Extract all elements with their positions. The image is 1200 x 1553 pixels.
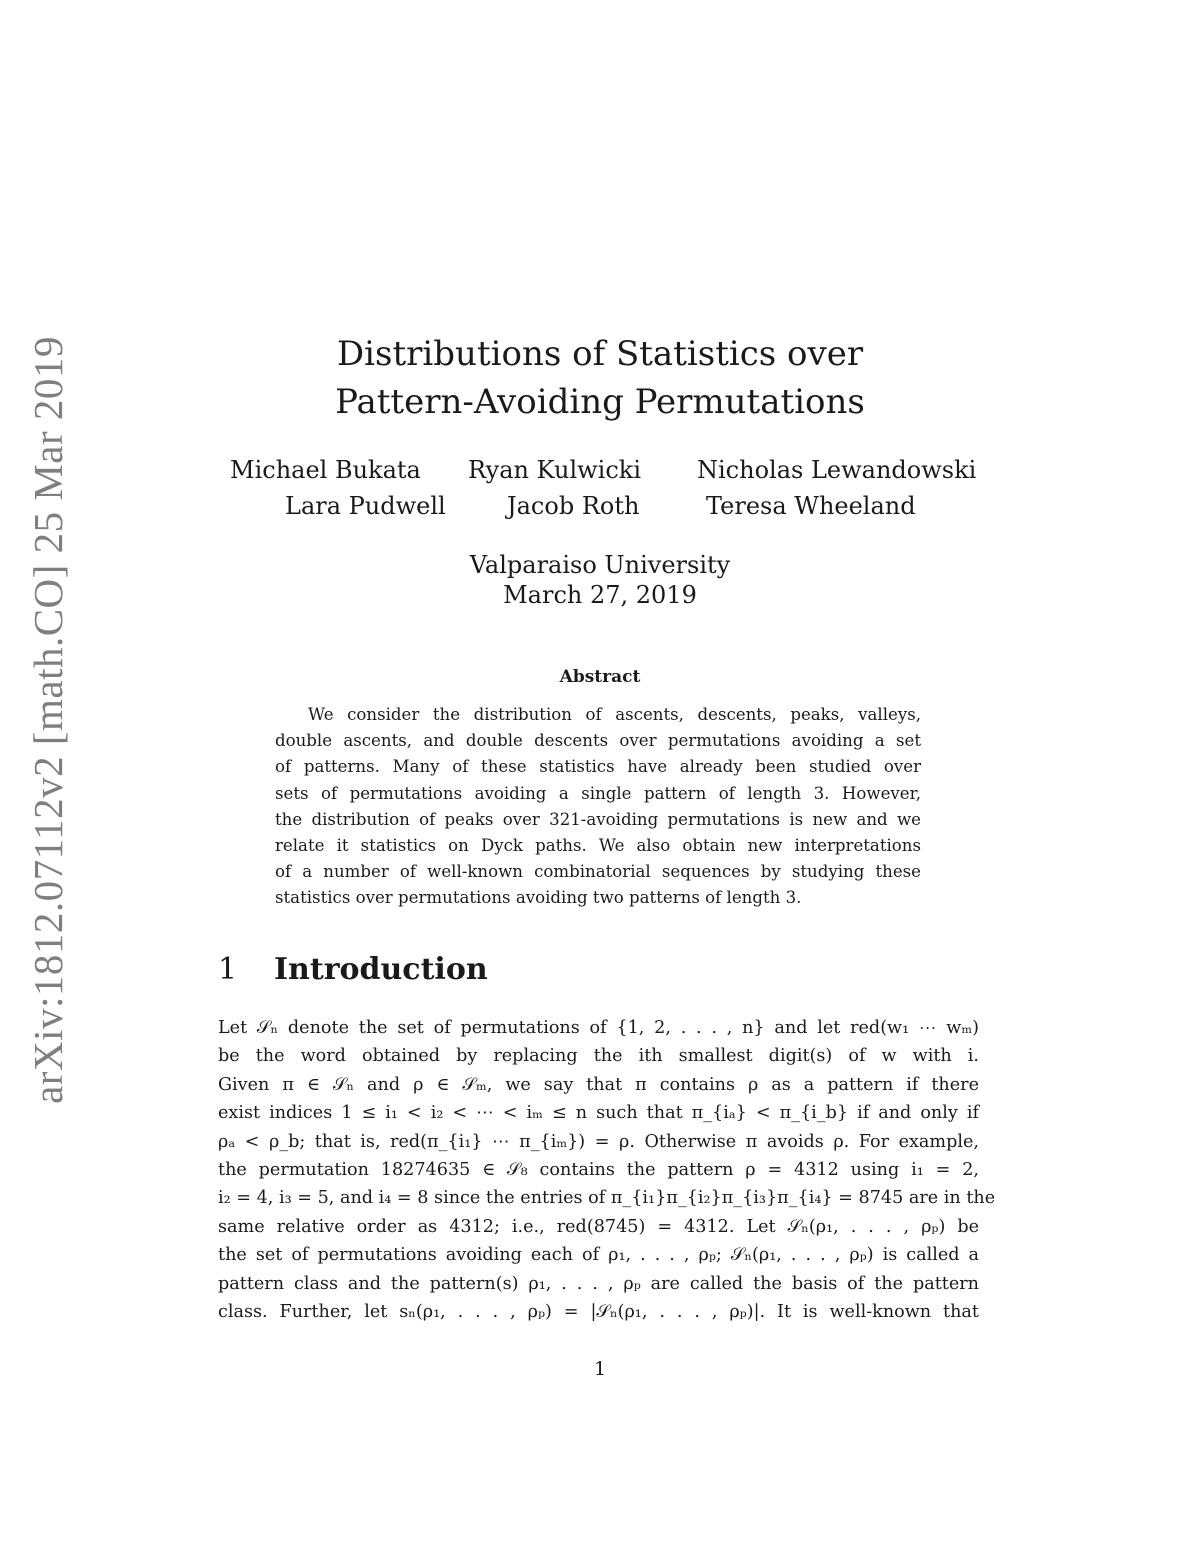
abstract-text: [275, 702, 921, 912]
intro-line: the permutation 18274635 ∈ 𝒮₈ contains the pattern ρ = 4312 using i₁ = 2,: [218, 1160, 979, 1181]
abstract-line: double ascents, and double descents over permutations avoiding a set: [275, 731, 921, 751]
abstract-line: We consider the distribution of ascents, descents, peaks, valleys,: [308, 705, 921, 724]
section-title: Introduction: [274, 952, 488, 987]
intro-line: class. Further, let sₙ(ρ₁, . . . , ρₚ) = |𝒮ₙ(ρ₁, . . . , ρₚ)|. It is well-known that: [218, 1302, 979, 1323]
abstract-line: relate it statistics on Dyck paths. We also obtain new interpretations: [275, 836, 921, 856]
paper-title: [0, 330, 1200, 426]
intro-line: ρₐ < ρ_b; that is, red(π_{i₁} ⋯ π_{iₘ}) = ρ. Otherwise π avoids ρ. For example,: [218, 1131, 979, 1152]
abstract-heading: Abstract: [559, 667, 641, 687]
title-line-1: Distributions of Statistics over: [336, 334, 864, 374]
abstract-line: of patterns. Many of these statistics have already been studied over: [275, 757, 921, 777]
page-number: 1: [593, 1358, 607, 1380]
intro-line: Let 𝒮ₙ denote the set of permutations of {1, 2, . . . , n} and let red(w₁ ⋯ wₘ): [218, 1018, 979, 1038]
intro-line: same relative order as 4312; i.e., red(8745) = 4312. Let 𝒮ₙ(ρ₁, . . . , ρₚ) be: [218, 1216, 979, 1237]
author-list: [0, 456, 1200, 528]
publication-date: March 27, 2019: [503, 581, 697, 609]
intro-line: be the word obtained by replacing the ith smallest digit(s) of w with i.: [218, 1046, 979, 1067]
intro-line: the set of permutations avoiding each of ρ₁, . . . , ρₚ; 𝒮ₙ(ρ₁, . . . , ρₚ) is called a: [218, 1245, 979, 1266]
author-name: Lara Pudwell: [285, 492, 446, 520]
abstract-line: sets of permutations avoiding a single pattern of length 3. However,: [275, 783, 921, 803]
arxiv-identifier-stamp: arXiv:1812.07112v2 [math.CO] 25 Mar 2019: [25, 336, 71, 1104]
author-name: Ryan Kulwicki: [468, 456, 642, 484]
intro-line: exist indices 1 ≤ i₁ < i₂ < ⋯ < iₘ ≤ n such that π_{iₐ} < π_{i_b} if and only if: [218, 1103, 979, 1124]
intro-line: pattern class and the pattern(s) ρ₁, . . . , ρₚ are called the basis of the pattern: [218, 1273, 979, 1294]
section-heading-introduction: [218, 952, 488, 987]
section-number: 1: [218, 952, 238, 987]
author-row-1: [0, 456, 1200, 492]
affiliation: Valparaiso University: [469, 551, 731, 579]
abstract-line: statistics over permutations avoiding two patterns of length 3.: [275, 888, 802, 908]
title-line-2: Pattern-Avoiding Permutations: [335, 382, 865, 422]
author-row-2: [0, 492, 1200, 528]
abstract-line: of a number of well-known combinatorial sequences by studying these: [275, 862, 921, 882]
author-name: Teresa Wheeland: [706, 492, 916, 520]
introduction-text: [218, 1014, 996, 1326]
intro-line: Given π ∈ 𝒮ₙ and ρ ∈ 𝒮ₘ, we say that π contains ρ as a pattern if there: [218, 1074, 979, 1095]
author-name: Jacob Roth: [507, 492, 640, 520]
intro-line: i₂ = 4, i₃ = 5, and i₄ = 8 since the entries of π_{i₁}π_{i₂}π_{i₃}π_{i₄} = 8745 are in the: [218, 1188, 996, 1209]
author-name: Nicholas Lewandowski: [697, 456, 977, 484]
abstract-line: the distribution of peaks over 321-avoiding permutations is new and we: [275, 809, 921, 829]
affiliation-block: [0, 550, 1200, 610]
author-name: Michael Bukata: [230, 456, 421, 484]
